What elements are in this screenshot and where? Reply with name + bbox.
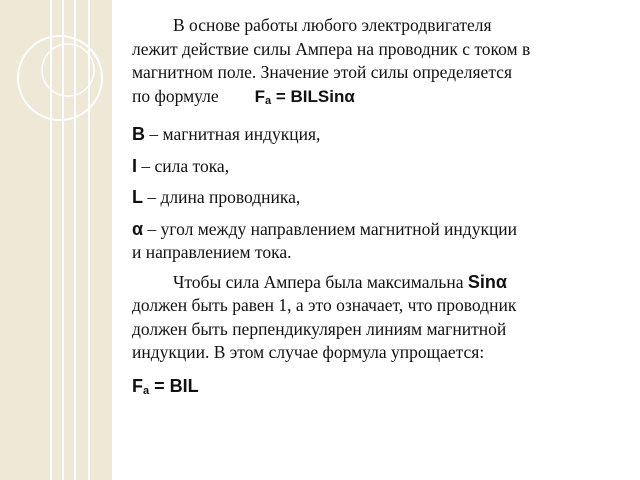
text-line: индукции. В этом случае формула упрощается:	[132, 342, 485, 362]
symbol: α	[132, 218, 144, 239]
formula-rest: = BIL	[149, 375, 199, 396]
document-body	[132, 14, 632, 403]
formula-rest: = BILSinα	[271, 86, 355, 106]
text-line: должен быть равен 1, а это означает, что проводник	[132, 295, 517, 315]
text-line	[132, 271, 632, 295]
text-line: В основе работы любого электродвигателя	[173, 15, 492, 35]
formula-F: F	[132, 375, 143, 396]
formula-subscript: a	[265, 94, 272, 107]
text-line: лежит действие силы Ампера на проводник с током в	[132, 38, 531, 59]
definition-text: – длина проводника,	[143, 187, 301, 207]
decorative-circles	[0, 0, 140, 200]
text-line: магнитном поле. Значение этой силы определяется	[132, 62, 513, 82]
paragraph-1-cont	[132, 38, 632, 114]
symbol: I	[132, 155, 138, 176]
definition-I	[132, 155, 632, 179]
definition-L	[132, 186, 632, 210]
definition-B	[132, 123, 632, 147]
definition-text: – угол между направлением магнитной индукции	[143, 218, 518, 239]
text-fragment: по формуле	[132, 85, 219, 106]
text-fragment: Чтобы сила Ампера была максимальна	[173, 271, 468, 292]
definition-alpha	[132, 218, 632, 265]
text-line-formula	[132, 85, 632, 114]
definition-text-cont: и направлением тока.	[132, 242, 292, 262]
sin-alpha-symbol: Sinα	[467, 271, 507, 292]
paragraph-2	[132, 271, 632, 365]
paragraph-1	[132, 14, 632, 38]
definition-text: – магнитная индукция,	[145, 124, 321, 144]
formula-F: F	[254, 86, 266, 106]
text-line: должен быть перпендикулярен линиям магнитной	[132, 318, 507, 339]
symbol: L	[132, 187, 143, 207]
ampere-force-formula	[255, 87, 355, 106]
simplified-formula	[132, 375, 632, 404]
definition-text: – сила тока,	[137, 155, 230, 176]
symbol: B	[132, 124, 145, 144]
formula-subscript: a	[143, 384, 150, 397]
